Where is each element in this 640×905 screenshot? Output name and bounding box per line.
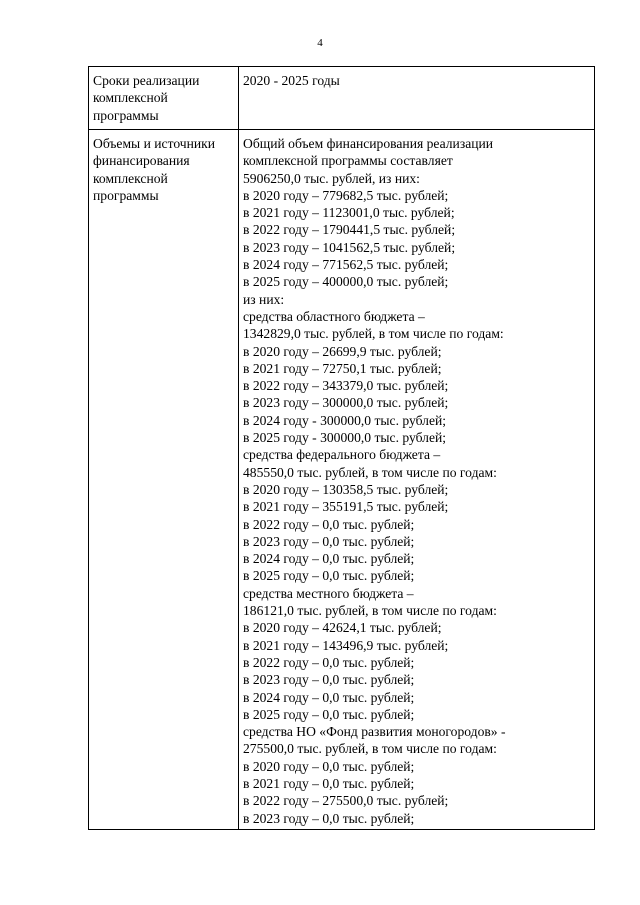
text-line: в 2020 году – 26699,9 тыс. рублей; (243, 343, 442, 359)
text-line: средства федерального бюджета – (243, 447, 441, 463)
table-row-implementation-period (89, 67, 595, 130)
program-passport-table (88, 66, 595, 830)
text-line: 186121,0 тыс. рублей, в том числе по годам: (243, 603, 497, 619)
text-line: в 2025 году – 0,0 тыс. рублей; (243, 706, 415, 722)
text-line: в 2024 году – 0,0 тыс. рублей; (243, 689, 415, 705)
text-line: в 2023 году – 1041562,5 тыс. рублей; (243, 239, 456, 255)
text-line: в 2023 году – 0,0 тыс. рублей; (243, 672, 415, 688)
text-line: в 2025 году – 400000,0 тыс. рублей; (243, 274, 449, 290)
text-line: в 2024 году - 300000,0 тыс. рублей; (243, 412, 447, 428)
label-line: комплексной (93, 90, 168, 106)
text-line: 5906250,0 тыс. рублей, из них: (243, 170, 420, 186)
table-body (89, 67, 595, 830)
table-row-funding-sources (89, 130, 595, 830)
text-line: в 2023 году – 300000,0 тыс. рублей; (243, 395, 449, 411)
text-line: из них: (243, 291, 285, 307)
text-line: в 2022 году – 275500,0 тыс. рублей; (243, 793, 449, 809)
text-line: 2020 - 2025 годы (243, 73, 340, 88)
text-line: в 2022 году – 1790441,5 тыс. рублей; (243, 222, 456, 238)
text-line: в 2021 году – 72750,1 тыс. рублей; (243, 360, 442, 376)
text-line: в 2025 году – 0,0 тыс. рублей; (243, 568, 415, 584)
label-line: финансирования (93, 153, 190, 169)
text-line: в 2020 году – 42624,1 тыс. рублей; (243, 620, 442, 636)
text-line: в 2023 году – 0,0 тыс. рублей; (243, 533, 415, 549)
label-line: Объемы и источники (93, 136, 216, 151)
text-line: 485550,0 тыс. рублей, в том числе по годам: (243, 464, 497, 480)
text-line: Общий объем финансирования реализации (243, 136, 494, 151)
text-line: 1342829,0 тыс. рублей, в том числе по годам: (243, 326, 504, 342)
text-line: в 2025 году - 300000,0 тыс. рублей; (243, 430, 447, 446)
label-line: Сроки реализации (93, 73, 200, 88)
text-line: в 2024 году – 0,0 тыс. рублей; (243, 551, 415, 567)
label-line: программы (93, 107, 159, 123)
text-line: средства местного бюджета – (243, 585, 414, 601)
text-line: в 2021 году – 0,0 тыс. рублей; (243, 775, 415, 791)
text-line: в 2024 году – 771562,5 тыс. рублей; (243, 257, 449, 273)
text-line: в 2020 году – 0,0 тыс. рублей; (243, 758, 415, 774)
text-line: в 2021 году – 1123001,0 тыс. рублей; (243, 205, 455, 221)
label-line: программы (93, 187, 159, 203)
text-line: в 2022 году – 0,0 тыс. рублей; (243, 516, 415, 532)
text-line: в 2022 году – 0,0 тыс. рублей; (243, 654, 415, 670)
text-line: в 2021 году – 143496,9 тыс. рублей; (243, 637, 449, 653)
label-cell (89, 67, 239, 130)
label-line: комплексной (93, 170, 168, 186)
text-line: 275500,0 тыс. рублей, в том числе по годам: (243, 741, 497, 757)
text-line: в 2020 году – 779682,5 тыс. рублей; (243, 187, 449, 203)
text-line: средства НО «Фонд развития моногородов» - (243, 724, 506, 740)
text-line: комплексной программы составляет (243, 153, 453, 169)
text-line: в 2022 году – 343379,0 тыс. рублей; (243, 378, 449, 394)
page-number: 4 (317, 37, 323, 49)
label-cell (89, 130, 239, 830)
text-line: в 2023 году – 0,0 тыс. рублей; (243, 810, 415, 826)
text-line: в 2021 году – 355191,5 тыс. рублей; (243, 499, 449, 515)
text-line: в 2020 году – 130358,5 тыс. рублей; (243, 481, 449, 497)
value-cell (239, 130, 595, 830)
text-line: средства областного бюджета – (243, 308, 425, 324)
value-cell (239, 67, 595, 130)
